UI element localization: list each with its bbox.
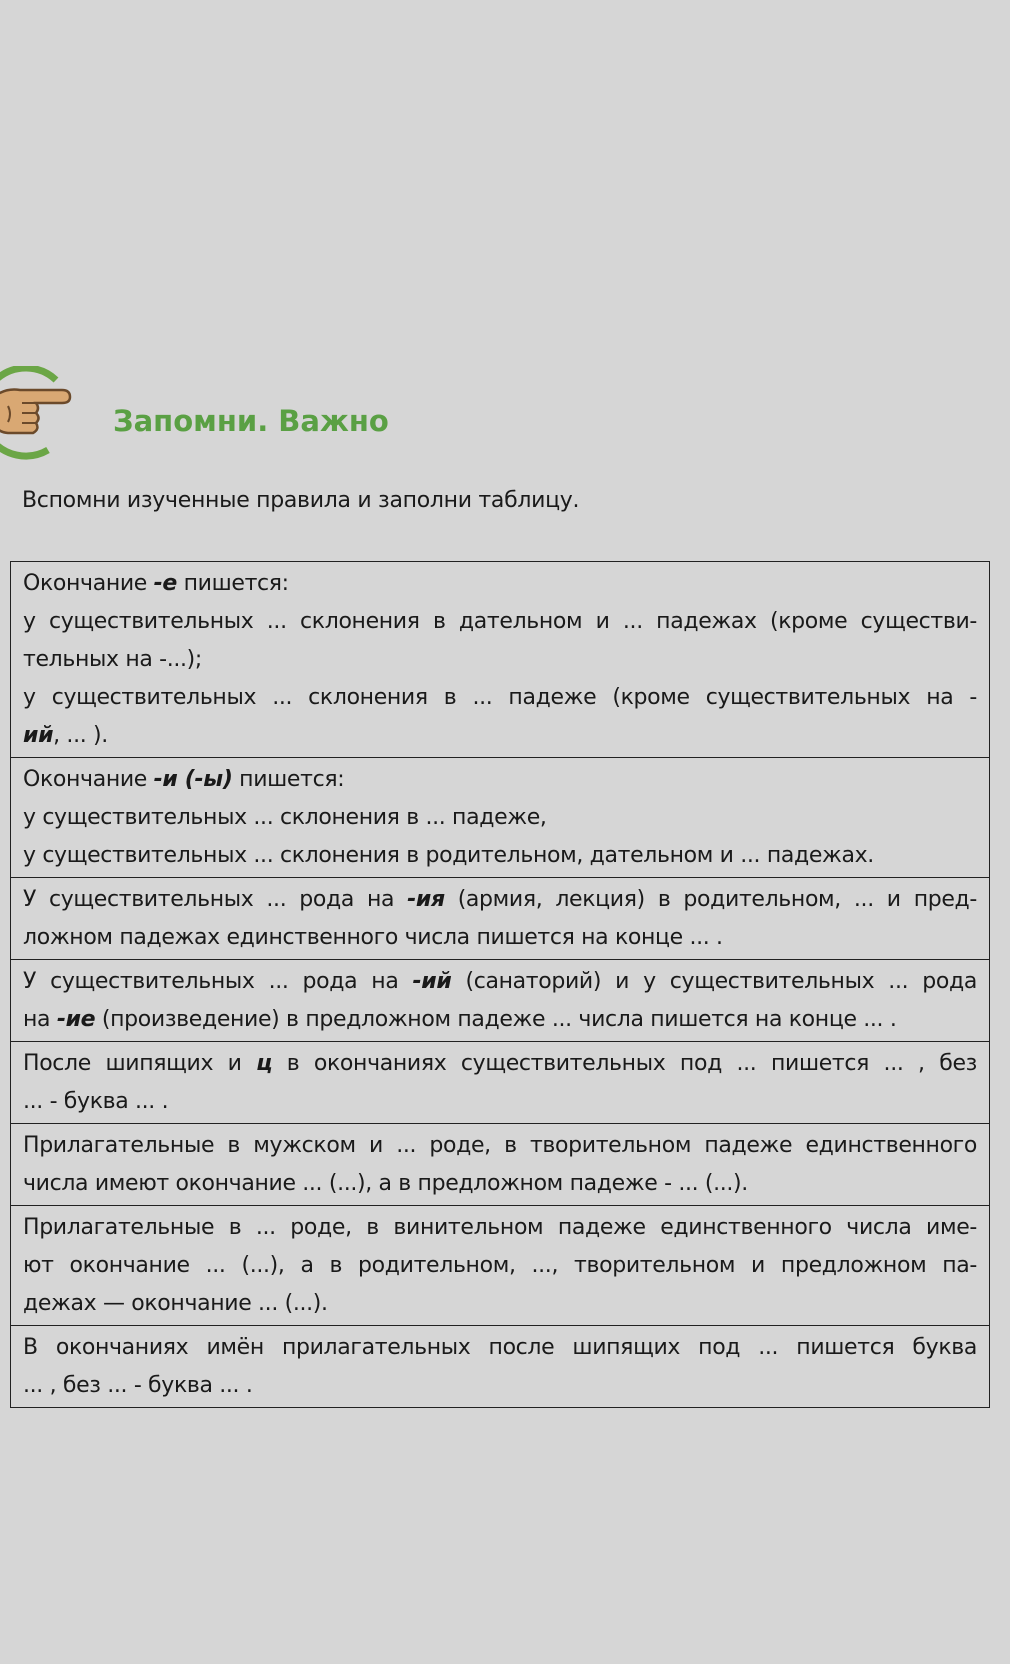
rule-line (23, 565, 977, 603)
rule-line (23, 1285, 977, 1323)
rule-text: Прилагательные в мужском и ... роде, в творительном падеже единственного (23, 1133, 977, 1158)
rule-line (23, 641, 977, 679)
rule-text: ... , без ... - буква ... . (23, 1373, 253, 1398)
rule-line (23, 1165, 977, 1203)
rule-ending: -ий (412, 969, 452, 994)
rules-table (10, 561, 990, 1408)
rule-text: Окончание (23, 767, 154, 792)
rule-row (11, 1206, 990, 1326)
rule-line (23, 1001, 977, 1039)
rule-ending: -е (153, 571, 177, 596)
rule-text: ... - буква ... . (23, 1089, 169, 1114)
rule-row (11, 1042, 990, 1124)
rule-text: Прилагательные в ... роде, в винительном падеже единственного числа име- (23, 1215, 977, 1240)
rule-cell (11, 1206, 990, 1326)
rule-text: у существительных ... склонения в дательном и ... падежах (кроме существи- (23, 609, 977, 634)
rule-line (23, 1247, 977, 1285)
rule-cell (11, 960, 990, 1042)
rule-text: пишется: (177, 571, 289, 596)
rule-text: числа имеют окончание ... (...), а в предложном падеже - ... (...). (23, 1171, 748, 1196)
rule-text: в окончаниях существительных под ... пишется ... , без (272, 1051, 977, 1076)
rule-cell (11, 758, 990, 878)
rule-text: у существительных ... склонения в ... падеже (кроме существительных на - (23, 685, 977, 710)
rule-text: у существительных ... склонения в родительном, дательном и ... падежах. (23, 843, 874, 868)
rule-line (23, 603, 977, 641)
rule-text: ют окончание ... (...), а в родительном, ..., творительном и предложном па- (23, 1253, 977, 1278)
rule-text: , ... ). (53, 723, 108, 748)
instruction-text: Вспомни изученные правила и заполни таблицу. (22, 488, 580, 513)
rule-row (11, 1326, 990, 1408)
section-heading: Запомни. Важно (113, 404, 389, 438)
rule-cell (11, 1042, 990, 1124)
pointing-hand-icon (0, 366, 78, 460)
rule-row (11, 1124, 990, 1206)
rule-row (11, 562, 990, 758)
rule-line (23, 1209, 977, 1247)
rule-line (23, 761, 977, 799)
rule-text: У существительных ... рода на (23, 887, 408, 912)
rule-text: на (23, 1007, 57, 1032)
rule-text: пишется: (232, 767, 345, 792)
rule-cell (11, 878, 990, 960)
rule-text: В окончаниях имён прилагательных после шипящих под ... пишется буква (23, 1335, 977, 1360)
rule-line (23, 1127, 977, 1165)
rule-text: ложном падежах единственного числа пишется на конце ... . (23, 925, 723, 950)
rule-line (23, 1083, 977, 1121)
rule-ending: ц (256, 1051, 273, 1076)
rule-text: Окончание (23, 571, 154, 596)
rule-text: дежах — окончание ... (...). (23, 1291, 328, 1316)
rule-ending: -ие (56, 1007, 96, 1032)
rule-line (23, 963, 977, 1001)
rule-text: (произведение) в предложном падеже ... числа пишется на конце ... . (95, 1007, 897, 1032)
rule-row (11, 878, 990, 960)
rule-text: (армия, лекция) в родительном, ... и пред- (444, 887, 977, 912)
rule-line (23, 1329, 977, 1367)
rule-text: у существительных ... склонения в ... падеже, (23, 805, 547, 830)
rule-ending: -ия (407, 887, 445, 912)
rule-ending: ий (23, 723, 54, 748)
rule-line (23, 881, 977, 919)
rule-row (11, 758, 990, 878)
rule-line (23, 1045, 977, 1083)
rule-text: (санаторий) и у существительных ... рода (451, 969, 977, 994)
rule-line (23, 919, 977, 957)
rule-text: После шипящих и (23, 1051, 257, 1076)
rule-cell (11, 1326, 990, 1408)
rule-line (23, 799, 977, 837)
rule-line (23, 1367, 977, 1405)
rule-ending: -и (-ы) (153, 767, 233, 792)
rule-cell (11, 562, 990, 758)
rule-line (23, 837, 977, 875)
rule-text: У существительных ... рода на (23, 969, 413, 994)
rule-cell (11, 1124, 990, 1206)
rule-line (23, 717, 977, 755)
rule-text: тельных на -...); (23, 647, 202, 672)
rule-row (11, 960, 990, 1042)
rule-line (23, 679, 977, 717)
